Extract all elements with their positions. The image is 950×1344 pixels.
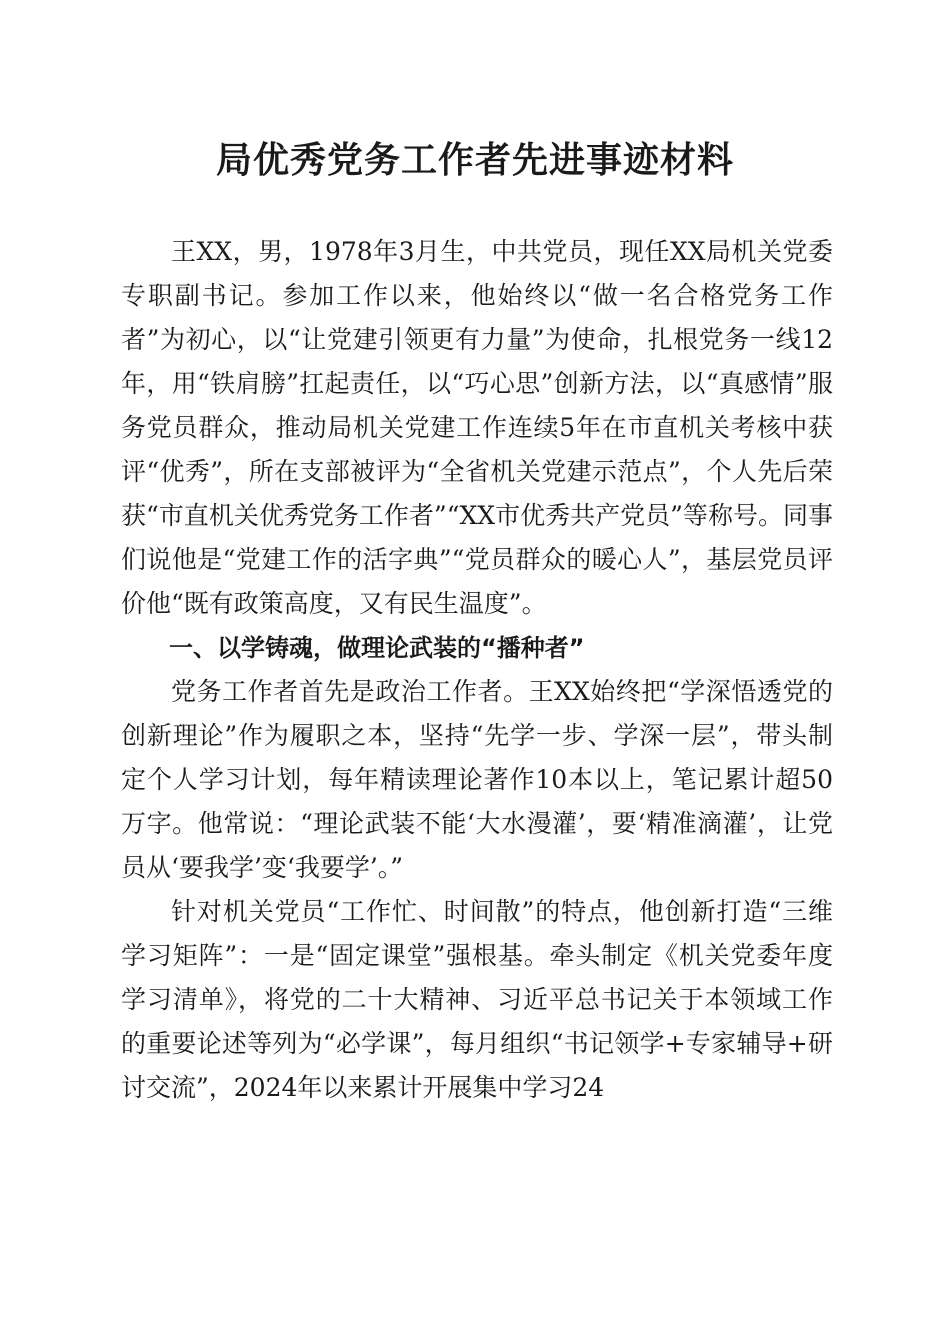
section-paragraph: 针对机关党员“工作忙、时间散”的特点，他创新打造“三维学习矩阵”：一是“固定课堂”强根基。牵头制定《机关党委年度学习清单》，将党的二十大精神、习近平总书记关于本领域工作的重要论述等列为“必学课”，每月组织“书记领学+专家辅导+研讨交流”，2024年以来累计开展集中学习24 — [121, 897, 833, 1102]
document-body — [121, 230, 833, 1110]
section-paragraph: 党务工作者首先是政治工作者。王XX始终把“学深悟透党的创新理论”作为履职之本，坚持“先学一步、学深一层”，带头制定个人学习计划，每年精读理论著作10本以上，笔记累计超50万字。他常说：“理论武装不能‘大水漫灌’，要‘精准滴灌’，让党员从‘要我学’变‘我要学’。” — [121, 677, 833, 882]
document-title: 局优秀党务工作者先进事迹材料 — [215, 139, 734, 181]
section-heading: 一、以学铸魂，做理论武装的“播种者” — [169, 634, 585, 662]
intro-paragraph: 王XX，男，1978年3月生，中共党员，现任XX局机关党委专职副书记。参加工作以来，他始终以“做一名合格党务工作者”为初心，以“让党建引领更有力量”为使命，扎根党务一线12年，用“铁肩膀”扛起责任，以“巧心思”创新方法，以“真感情”服务党员群众，推动局机关党建工作连续5年在市直机关考核中获评“优秀”，所在支部被评为“全省机关党建示范点”，个人先后荣获“市直机关优秀党务工作者”“XX市优秀共产党员”等称号。同事们说他是“党建工作的活字典”“党员群众的暖心人”，基层党员评价他“既有政策高度，又有民生温度”。 — [121, 237, 833, 618]
